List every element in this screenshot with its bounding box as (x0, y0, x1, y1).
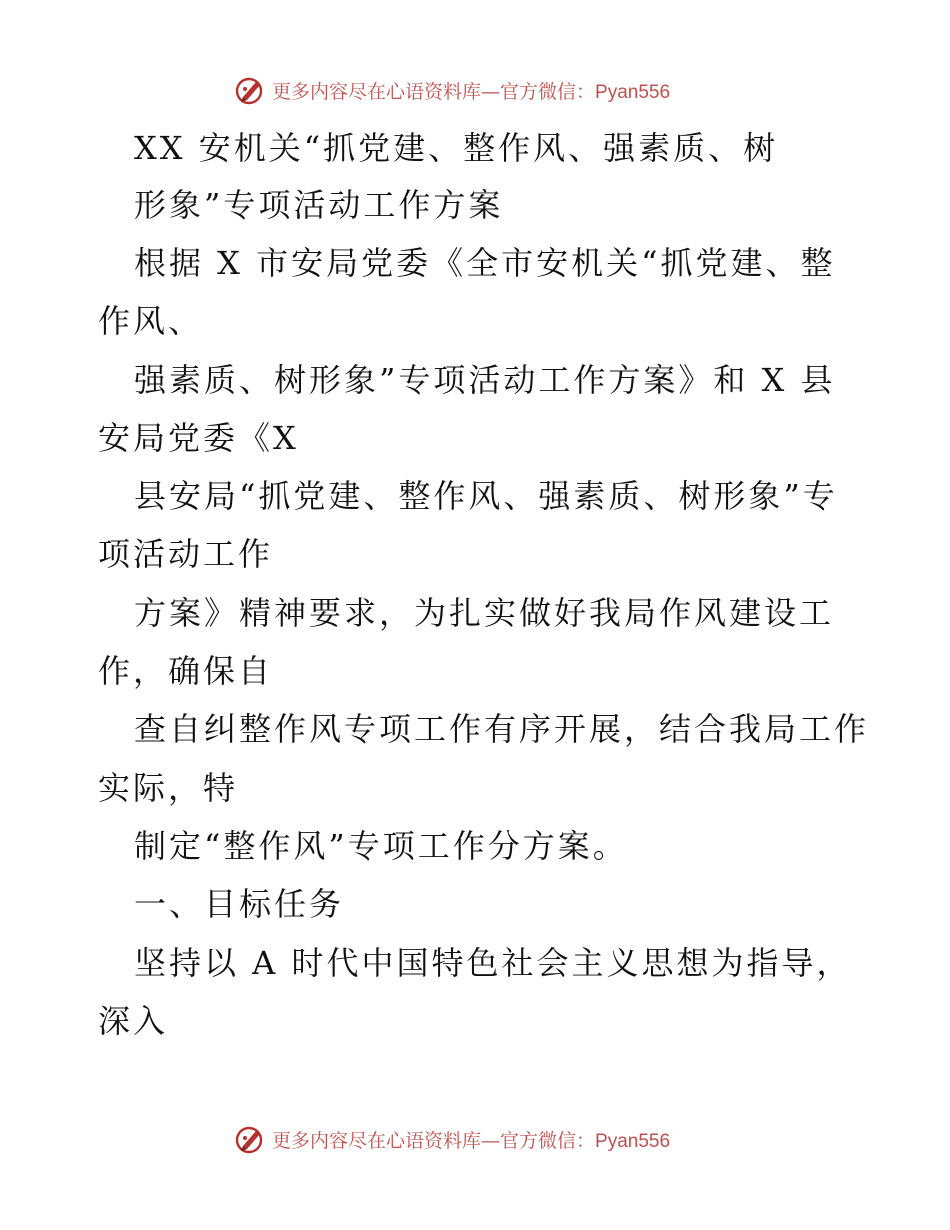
paragraph-line: 强素质、树形象”专项活动工作方案》和 X 县 (134, 361, 836, 399)
paragraph-line: 根据 X 市安局党委《全市安机关“抓党建、整 (134, 244, 836, 282)
paragraph-line: 制定“整作风”专项工作分方案。 (134, 827, 628, 865)
paragraph-line: 项活动工作 (98, 535, 274, 573)
paragraph-line: 深入 (98, 1002, 169, 1040)
paragraph-line: 实际，特 (98, 769, 239, 807)
footer-watermark (234, 1122, 670, 1156)
paragraph-line: 作，确保自 (98, 652, 274, 690)
paragraph-line: 作风、 (98, 302, 204, 340)
watermark-text: 更多内容尽在心语资料库—官方微信：Pyan556 (272, 80, 671, 103)
section-heading: 一、目标任务 (134, 885, 345, 923)
doc-title-line-2: 形象”专项活动工作方案 (134, 186, 504, 224)
doc-title-line-1: XX 安机关“抓党建、整作风、强素质、树 (134, 129, 779, 167)
paragraph-line: 查自纠整作风专项工作有序开展，结合我局工作 (134, 710, 870, 748)
watermark-text: 更多内容尽在心语资料库—官方微信：Pyan556 (272, 1129, 671, 1152)
paragraph-line: 县安局“抓党建、整作风、强素质、树形象”专 (134, 477, 838, 515)
pen-logo-icon (234, 1123, 266, 1155)
paragraph-line: 安局党委《X (98, 419, 299, 457)
paragraph-line: 方案》精神要求，为扎实做好我局作风建设工 (134, 594, 835, 632)
paragraph-line: 坚持以 A 时代中国特色社会主义思想为指导， (134, 944, 852, 982)
